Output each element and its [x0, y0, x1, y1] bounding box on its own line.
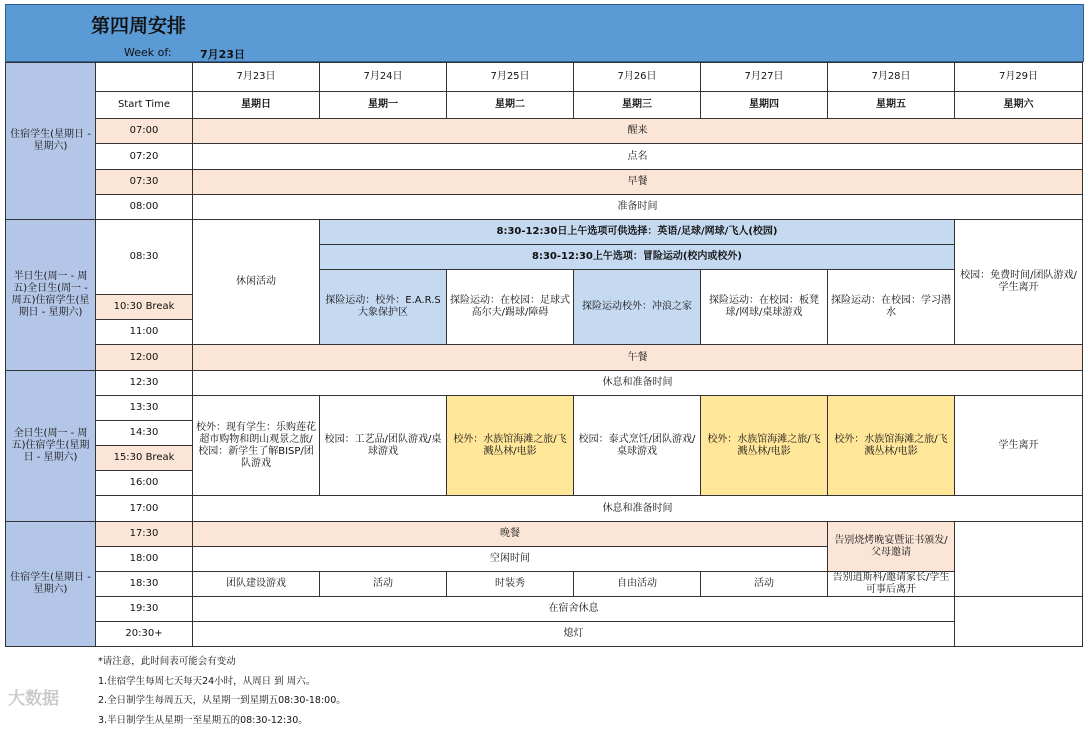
time-cell: 20:30+ — [96, 622, 193, 647]
footnote: 2.全日制学生每周五天，从星期一到星期五08:30-18:00。 — [98, 691, 346, 711]
start-time-label: Start Time — [96, 92, 193, 119]
adventure-wed: 探险运动校外：冲浪之家 — [574, 270, 701, 345]
date-cell: 7月27日 — [701, 63, 828, 92]
afternoon-thu: 校外：水族馆海滩之旅/飞溅丛林/电影 — [701, 396, 828, 496]
day-header: 星期一 — [320, 92, 447, 119]
day-header: 星期三 — [574, 92, 701, 119]
date-cell: 7月24日 — [320, 63, 447, 92]
activity-prep-time: 准备时间 — [193, 195, 1083, 220]
afternoon-sat: 学生离开 — [955, 396, 1083, 496]
time-cell: 07:30 — [96, 170, 193, 195]
time-cell: 11:00 — [96, 320, 193, 345]
afternoon-tue: 校外：水族馆海滩之旅/飞溅丛林/电影 — [447, 396, 574, 496]
activity-lunch: 午餐 — [193, 345, 1083, 371]
time-cell: 16:00 — [96, 471, 193, 496]
time-cell: 08:30 — [96, 220, 193, 295]
activity-roll-call: 点名 — [193, 144, 1083, 170]
activity-mon-evening: 活动 — [320, 572, 447, 597]
time-cell: 18:30 — [96, 572, 193, 597]
activity-breakfast: 早餐 — [193, 170, 1083, 195]
day-header: 星期四 — [701, 92, 828, 119]
afternoon-fri: 校外：水族馆海滩之旅/飞溅丛林/电影 — [828, 396, 955, 496]
time-cell: 17:30 — [96, 522, 193, 547]
time-cell: 12:00 — [96, 345, 193, 371]
day-header: 星期日 — [193, 92, 320, 119]
time-cell: 15:30 Break — [96, 446, 193, 471]
activity-leisure: 休闲活动 — [193, 220, 320, 345]
watermark: 大数据 — [8, 684, 59, 709]
footnote: 3.半日制学生从星期一至星期五的08:30-12:30。 — [98, 711, 346, 730]
afternoon-sun: 校外：现有学生：乐购莲花超市购物和朗山观景之旅/校园：新学生了解BISP/团队游戏 — [193, 396, 320, 496]
schedule-table — [5, 62, 1083, 647]
adventure-fri: 探险运动：在校园：学习潜水 — [828, 270, 955, 345]
time-cell: 18:00 — [96, 547, 193, 572]
adventure-tue: 探险运动：在校园：足球式高尔夫/踢球/障碍 — [447, 270, 574, 345]
activity-wake: 醒来 — [193, 119, 1083, 144]
activity-rest-prep-2: 休息和准备时间 — [193, 496, 1083, 522]
time-cell: 12:30 — [96, 371, 193, 396]
time-cell: 07:00 — [96, 119, 193, 144]
time-cell: 08:00 — [96, 195, 193, 220]
time-cell: 13:30 — [96, 396, 193, 421]
activity-rest-prep: 休息和准备时间 — [193, 371, 1083, 396]
date-cell: 7月29日 — [955, 63, 1083, 92]
day-header: 星期六 — [955, 92, 1083, 119]
week-of-value: 7月23日 — [200, 46, 245, 62]
date-cell: 7月25日 — [447, 63, 574, 92]
group-boarding-morning: 住宿学生(星期日 - 星期六) — [6, 63, 96, 220]
header-banner — [5, 4, 1084, 62]
date-cell: 7月23日 — [193, 63, 320, 92]
footnote: *请注意，此时间表可能会有变动 — [98, 652, 346, 672]
morning-option-2: 8:30-12:30上午选项：冒险运动(校内或校外) — [320, 245, 955, 270]
activity-free-time: 空闲时间 — [193, 547, 828, 572]
day-header: 星期五 — [828, 92, 955, 119]
sat-morning: 校园：免费时间/团队游戏/学生离开 — [955, 220, 1083, 345]
blank-cell — [96, 63, 193, 92]
time-cell: 14:30 — [96, 421, 193, 446]
afternoon-wed: 校园：泰式烹饪/团队游戏/桌球游戏 — [574, 396, 701, 496]
sat-evening-blank — [955, 522, 1083, 597]
activity-lights-out: 熄灯 — [193, 622, 955, 647]
week-of-label: Week of: — [124, 46, 172, 59]
footnote: 1.住宿学生每周七天每天24小时，从周日 到 周六。 — [98, 672, 346, 692]
activity-thu-evening: 活动 — [701, 572, 828, 597]
time-cell: 19:30 — [96, 597, 193, 622]
activity-dorm-rest: 在宿舍休息 — [193, 597, 955, 622]
activity-fashion-show: 时装秀 — [447, 572, 574, 597]
morning-option-1: 8:30-12:30日上午选项可供选择：英语/足球/网球/飞人(校园) — [320, 220, 955, 245]
group-boarding-evening: 住宿学生(星期日 - 星期六) — [6, 522, 96, 647]
group-half-day: 半日生(周一 - 周五)全日生(周一 - 周五)住宿学生(星期日 - 星期六) — [6, 220, 96, 371]
footnotes — [98, 652, 346, 730]
date-cell: 7月26日 — [574, 63, 701, 92]
time-cell: 17:00 — [96, 496, 193, 522]
activity-team-building: 团队建设游戏 — [193, 572, 320, 597]
time-cell: 07:20 — [96, 144, 193, 170]
afternoon-mon: 校园：工艺品/团队游戏/桌球游戏 — [320, 396, 447, 496]
activity-dinner: 晚餐 — [193, 522, 828, 547]
fri-evening-disco: 告别逍斯科/邀请家长/学生可事后离开 — [828, 572, 955, 597]
time-cell: 10:30 Break — [96, 295, 193, 320]
day-header: 星期二 — [447, 92, 574, 119]
sat-night-blank — [955, 597, 1083, 647]
page-title: 第四周安排 — [91, 11, 186, 38]
group-full-day: 全日生(周一 - 周五)住宿学生(星期日 - 星期六) — [6, 371, 96, 522]
fri-evening-bbq: 告别烧烤晚宴暨证书颁发/父母邀请 — [828, 522, 955, 572]
adventure-mon: 探险运动：校外：E.A.R.S 大象保护区 — [320, 270, 447, 345]
adventure-thu: 探险运动：在校园：板凳球/网球/桌球游戏 — [701, 270, 828, 345]
activity-free-activity: 自由活动 — [574, 572, 701, 597]
date-cell: 7月28日 — [828, 63, 955, 92]
